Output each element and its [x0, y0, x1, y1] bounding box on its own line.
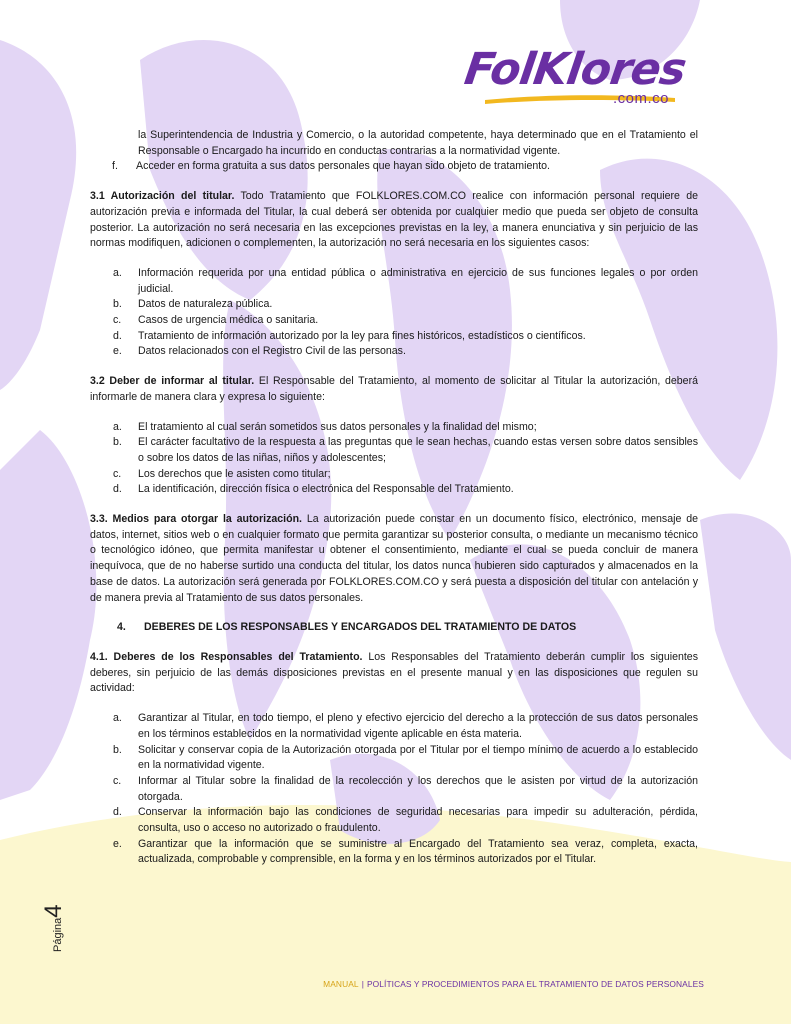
section-4-1-title: 4.1. Deberes de los Responsables del Tratamiento.: [90, 650, 363, 663]
page-number: [40, 892, 80, 962]
list-item: a. Información requerida por una entidad pública o administrativa en ejercicio de sus funciones legales o por orden judicial.: [113, 266, 698, 295]
list-item: e. Datos relacionados con el Registro Civil de las personas.: [113, 345, 406, 358]
list-item: b. Solicitar y conservar copia de la Autorización otorgada por el Titular por el tiempo mínimo de acuerdo a lo establecido en la normatividad vigente.: [113, 743, 698, 772]
list-item: a. Garantizar al Titular, en todo tiempo, el pleno y efectivo ejercicio del derecho a la protección de sus datos personales en los términos establecidos en la normatividad vigente aplicable en ésta materia.: [113, 712, 698, 740]
section-3-2-title: 3.2 Deber de informar al titular.: [90, 375, 255, 388]
folklores-logo: [461, 44, 695, 116]
list-item: f. Acceder en forma gratuita a sus datos personales que hayan sido objeto de tratamiento.: [112, 160, 550, 173]
continuation-paragraph: la Superintendencia de Industria y Comercio, o la autoridad competente, haya determinado que en el Tratamiento el Responsable o Encargado ha incurrido en conductas contrarias a la normatividad vigente.: [138, 129, 698, 157]
background-lavender-shape-8: [700, 514, 791, 760]
page-number-value: 4: [40, 904, 67, 918]
footer-title: POLÍTICAS Y PROCEDIMIENTOS PARA EL TRATAMIENTO DE DATOS PERSONALES: [366, 979, 704, 989]
footer-manual-label: MANUAL: [323, 979, 359, 989]
section-3-3-title: 3.3. Medios para otorgar la autorización.: [90, 513, 302, 526]
footer-separator: |: [361, 979, 364, 989]
section-3-1-title: 3.1 Autorización del titular.: [90, 190, 235, 203]
list-item: c. Los derechos que le asisten como titular;: [113, 467, 331, 480]
list-item: c. Casos de urgencia médica o sanitaria.: [113, 314, 319, 327]
section-4-1-list: [90, 711, 698, 868]
section-3-3-paragraph: 3.3. Medios para otorgar la autorización. La autorización puede constar en un documento físico, electrónico, mensaje de datos, internet, sitios web o en cualquier formato que permita garantizar su posterior consulta, o mediante un mecanismo técnico o tecnológico idóneo, que permita manifestar u obtener el consentimiento, mediante el cual se pueda concluir de manera inequívoca, que de no haberse surtido una conducta del titular, los datos nunca hubieren sido capturados y almacenados en la base de datos. La autorización será generada por FOLKLORES.COM.CO y será puesta a disposición del titular con antelación y de manera previa al Tratamiento de sus datos personales.: [90, 513, 698, 604]
background-lavender-shape-2: [0, 430, 96, 800]
logo-wordmark: FolKlores: [461, 44, 689, 95]
page-number-label: Página: [52, 917, 64, 952]
list-item: d. Conservar la información bajo las condiciones de seguridad necesarias para impedir su adulteración, pérdida, consulta, uso o acceso no autorizado o fraudulento.: [113, 806, 698, 835]
list-item: a. El tratamiento al cual serán sometidos sus datos personales y la finalidad del mismo;: [113, 420, 537, 433]
list-item: d. Tratamiento de información autorizado por la ley para fines históricos, estadísticos o científicos.: [113, 329, 586, 342]
section-4-heading: 4. DEBERES DE LOS RESPONSABLES Y ENCARGADOS DEL TRATAMIENTO DE DATOS: [117, 621, 577, 634]
list-item: b. Datos de naturaleza pública.: [113, 298, 273, 311]
document-body: [90, 128, 698, 868]
section-3-2-list: [90, 420, 698, 499]
page-footer: [323, 979, 704, 989]
logo-domain: .com.co: [612, 90, 669, 107]
section-3-1-paragraph: 3.1 Autorización del titular. Todo Tratamiento que FOLKLORES.COM.CO realice con información personal requiere de autorización previa e informada del Titular, la cual deberá ser obtenida por cualquier medio que pueda ser objeto de consulta posterior. La autorización no será necesaria en las excepciones previstas en la ley, a manera enunciativa y sin perjuicio de las normas modifiquen, adicionen o complementen, la autorización no será necesaria en los siguientes casos:: [90, 190, 698, 250]
list-item: e. Garantizar que la información que se suministre al Encargado del Tratamiento sea veraz, completa, exacta, actualizada, comprobable y comprensible, en la forma y en los términos autorizados por el Titular.: [113, 837, 698, 866]
background-lavender-shape-1: [0, 40, 76, 390]
section-3-1-list: [90, 266, 698, 360]
list-item: d. La identificación, dirección física o electrónica del Responsable del Tratamiento.: [113, 483, 514, 496]
section-4-1-paragraph: 4.1. Deberes de los Responsables del Tratamiento. Los Responsables del Tratamiento deberán cumplir los siguientes deberes, sin perjuicio de las demás disposiciones previstas en el presente manual y en las disposiciones que regulen su actividad:: [90, 650, 698, 695]
list-item: b. El carácter facultativo de la respuesta a las preguntas que le sean hechas, cuando estas versen sobre datos sensibles o sobre los datos de las niñas, niños y adolescentes;: [113, 436, 698, 464]
continuation-list: [90, 159, 698, 175]
section-3-2-paragraph: 3.2 Deber de informar al titular. El Responsable del Tratamiento, al momento de solicitar al Titular la autorización, deberá informarle de manera clara y expresa lo siguiente:: [90, 375, 698, 403]
list-item: c. Informar al Titular sobre la finalidad de la recolección y los derechos que le asisten por virtud de la autorización otorgada.: [113, 774, 698, 803]
